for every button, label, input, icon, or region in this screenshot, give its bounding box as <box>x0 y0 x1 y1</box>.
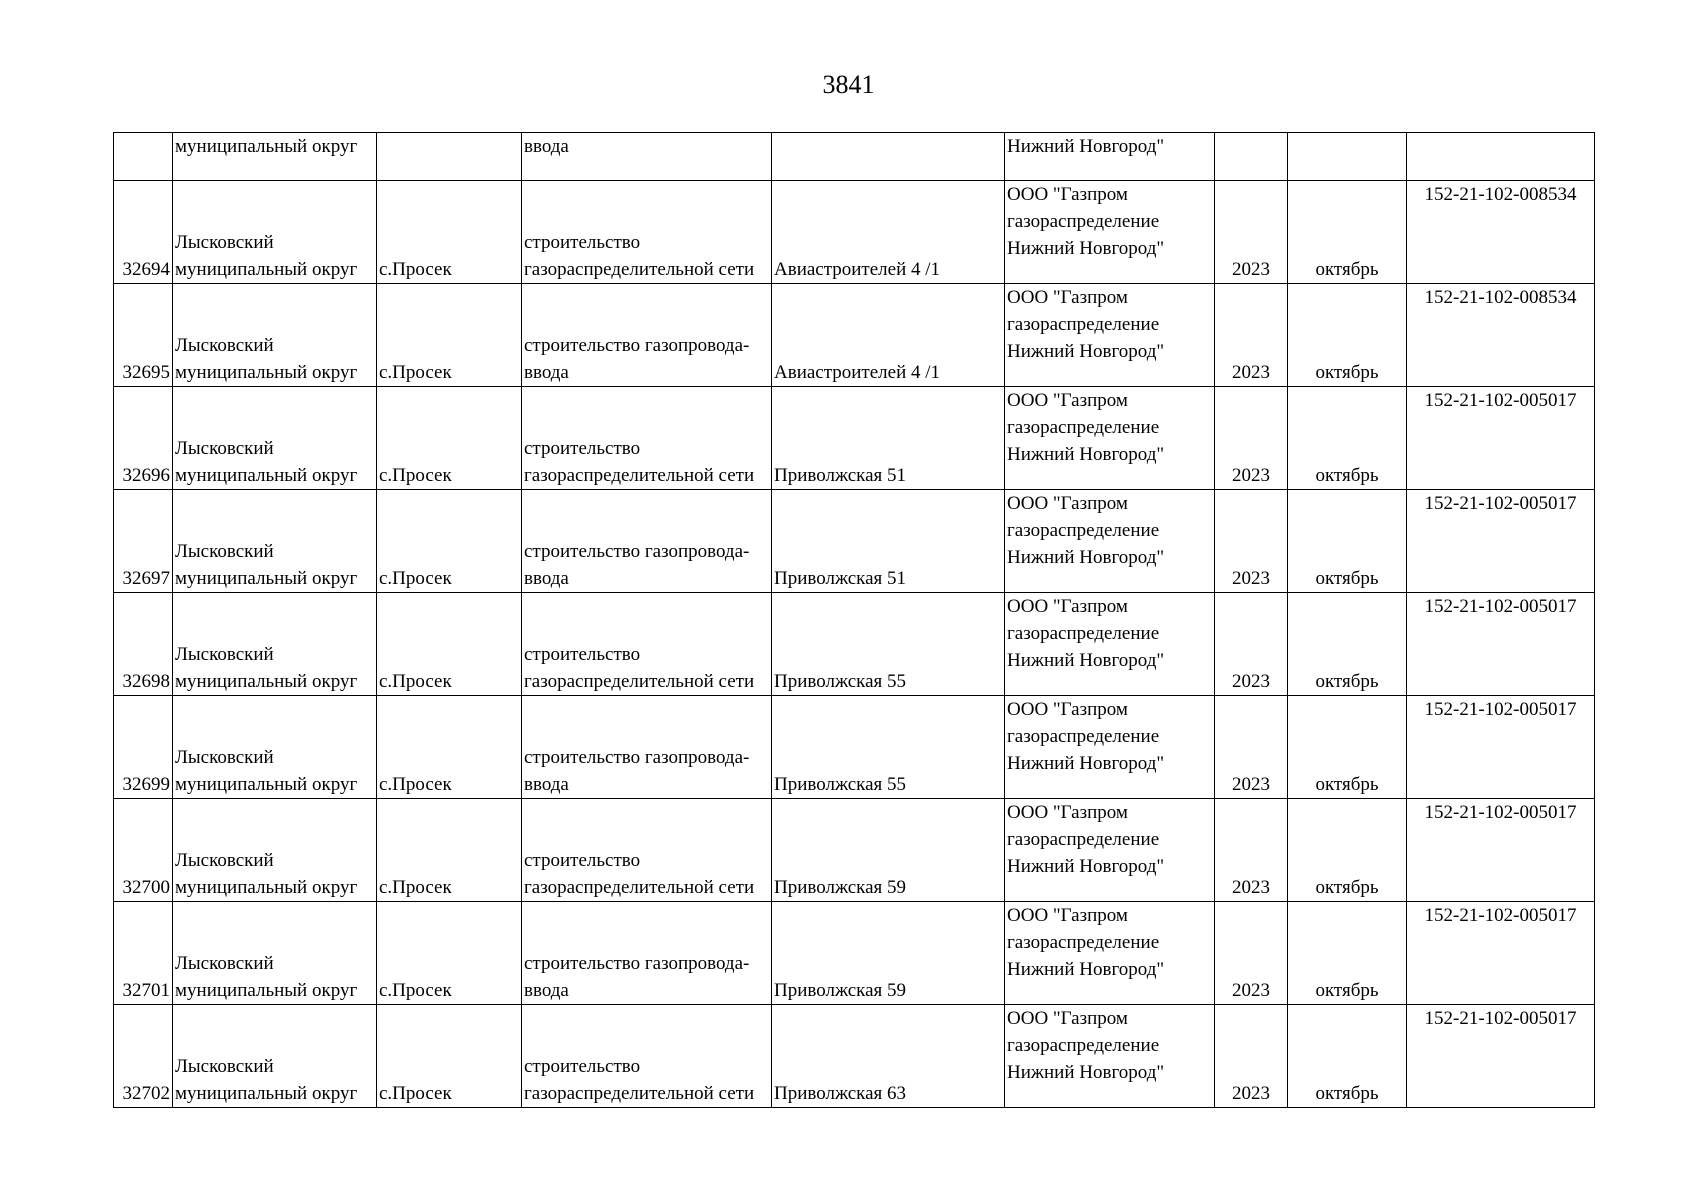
cell-organization <box>1005 799 1215 902</box>
work-line-1: строительство <box>524 850 641 871</box>
cell-work-type <box>522 284 772 387</box>
cell-month <box>1288 799 1407 902</box>
cell-settlement <box>377 284 522 387</box>
cell-value-settlement: с.Просек <box>379 671 452 692</box>
work-line-2: ввода <box>524 774 569 795</box>
cell-district <box>173 387 377 490</box>
cell-year <box>1215 133 1288 181</box>
table-row <box>114 696 1595 799</box>
org-line-2: газораспределение <box>1007 520 1160 541</box>
work-line-2: газораспределительной сети <box>524 465 755 486</box>
cell-code <box>1407 593 1595 696</box>
cell-organization <box>1005 1005 1215 1108</box>
cell-number <box>114 133 173 181</box>
cell-organization: Нижний Новгород" <box>1005 133 1215 181</box>
registry-body <box>114 133 1595 1108</box>
cell-code <box>1407 387 1595 490</box>
org-line-1: ООО "Газпром <box>1007 802 1128 823</box>
cell-value-address: Приволжская 63 <box>774 1083 907 1104</box>
cell-number <box>114 902 173 1005</box>
cell-value-code: 152-21-102-005017 <box>1424 493 1577 514</box>
district-line-2: муниципальный округ <box>175 671 358 692</box>
registry-table <box>113 132 1595 1108</box>
cell-value-code: 152-21-102-005017 <box>1424 1008 1577 1029</box>
cell-address <box>772 284 1005 387</box>
work-line-1: строительство газопровода- <box>524 747 750 768</box>
work-line-2: ввода <box>524 980 569 1001</box>
cell-value-year: 2023 <box>1232 568 1270 589</box>
work-line-2: газораспределительной сети <box>524 1083 755 1104</box>
cell-value-year: 2023 <box>1232 362 1270 383</box>
district-line-2: муниципальный округ <box>175 568 358 589</box>
org-line-3: Нижний Новгород" <box>1007 238 1165 259</box>
org-line-3: Нижний Новгород" <box>1007 444 1165 465</box>
cell-value-num: 32701 <box>122 980 170 1001</box>
cell-value-month: октябрь <box>1315 671 1379 692</box>
cell-settlement <box>377 799 522 902</box>
cell-settlement <box>377 387 522 490</box>
district-line-2: муниципальный округ <box>175 877 358 898</box>
district-line-2: муниципальный округ <box>175 774 358 795</box>
cell-settlement <box>377 696 522 799</box>
table-row <box>114 902 1595 1005</box>
cell-value-year: 2023 <box>1232 1083 1270 1104</box>
org-line-3: Нижний Новгород" <box>1007 650 1165 671</box>
cell-value-settlement: с.Просек <box>379 259 452 280</box>
cell-district <box>173 1005 377 1108</box>
cell-value-address: Приволжская 51 <box>774 465 907 486</box>
cell-settlement <box>377 133 522 181</box>
cell-code <box>1407 133 1595 181</box>
cell-value-code: 152-21-102-005017 <box>1424 390 1577 411</box>
work-line-1: строительство <box>524 438 641 459</box>
cell-value-month: октябрь <box>1315 568 1379 589</box>
cell-code <box>1407 284 1595 387</box>
district-line-2: муниципальный округ <box>175 259 358 280</box>
cell-address <box>772 696 1005 799</box>
cell-value-address: Авиастроителей 4 /1 <box>774 362 941 383</box>
cell-settlement <box>377 490 522 593</box>
org-line-3: Нижний Новгород" <box>1007 1062 1165 1083</box>
cell-address <box>772 902 1005 1005</box>
cell-settlement <box>377 181 522 284</box>
cell-address <box>772 387 1005 490</box>
org-line-1: ООО "Газпром <box>1007 905 1128 926</box>
district-line-1: Лысковский <box>175 541 274 562</box>
cell-number <box>114 1005 173 1108</box>
org-line-1: ООО "Газпром <box>1007 699 1128 720</box>
cell-value-num: 32702 <box>122 1083 170 1104</box>
cell-district <box>173 902 377 1005</box>
district-line-2: муниципальный округ <box>175 465 358 486</box>
cell-value-month: октябрь <box>1315 774 1379 795</box>
cell-address <box>772 1005 1005 1108</box>
cell-year <box>1215 181 1288 284</box>
work-line-1: строительство газопровода- <box>524 953 750 974</box>
table-row <box>114 490 1595 593</box>
cell-value-address: Приволжская 59 <box>774 877 907 898</box>
cell-month <box>1288 593 1407 696</box>
work-line-2: газораспределительной сети <box>524 671 755 692</box>
cell-code <box>1407 902 1595 1005</box>
org-line-1: ООО "Газпром <box>1007 596 1128 617</box>
org-line-2: газораспределение <box>1007 932 1160 953</box>
cell-value-code: 152-21-102-005017 <box>1424 596 1577 617</box>
cell-year <box>1215 1005 1288 1108</box>
table-row <box>114 799 1595 902</box>
cell-organization <box>1005 490 1215 593</box>
cell-district <box>173 284 377 387</box>
cell-district <box>173 799 377 902</box>
org-line-3: Нижний Новгород" <box>1007 856 1165 877</box>
cell-code <box>1407 181 1595 284</box>
cell-organization <box>1005 284 1215 387</box>
cell-value-month: октябрь <box>1315 877 1379 898</box>
cell-value-month: октябрь <box>1315 362 1379 383</box>
cell-month <box>1288 1005 1407 1108</box>
org-line-3: Нижний Новгород" <box>1007 959 1165 980</box>
org-line-1: ООО "Газпром <box>1007 493 1128 514</box>
cell-month <box>1288 696 1407 799</box>
work-line-1: строительство <box>524 232 641 253</box>
cell-number <box>114 181 173 284</box>
org-line-2: газораспределение <box>1007 417 1160 438</box>
org-line-2: газораспределение <box>1007 623 1160 644</box>
cell-month <box>1288 902 1407 1005</box>
district-line-1: Лысковский <box>175 232 274 253</box>
cell-value-year: 2023 <box>1232 980 1270 1001</box>
work-line-1: строительство газопровода- <box>524 541 750 562</box>
cell-address <box>772 799 1005 902</box>
cell-month <box>1288 490 1407 593</box>
cell-district <box>173 593 377 696</box>
cell-value-num: 32695 <box>122 362 170 383</box>
district-line-1: Лысковский <box>175 1056 274 1077</box>
cell-value-code: 152-21-102-005017 <box>1424 802 1577 823</box>
district-line-1: Лысковский <box>175 850 274 871</box>
cell-value-address: Авиастроителей 4 /1 <box>774 259 941 280</box>
work-line-2: газораспределительной сети <box>524 259 755 280</box>
cell-number <box>114 490 173 593</box>
cell-value-month: октябрь <box>1315 1083 1379 1104</box>
org-line-2: газораспределение <box>1007 829 1160 850</box>
cell-month <box>1288 387 1407 490</box>
district-line-1: Лысковский <box>175 335 274 356</box>
org-line-1: ООО "Газпром <box>1007 390 1128 411</box>
cell-code <box>1407 696 1595 799</box>
cell-value-code: 152-21-102-008534 <box>1424 287 1577 308</box>
org-line-2: газораспределение <box>1007 726 1160 747</box>
cell-value-code: 152-21-102-005017 <box>1424 699 1577 720</box>
table-row <box>114 1005 1595 1108</box>
cell-work-type: ввода <box>522 133 772 181</box>
work-line-1: строительство <box>524 644 641 665</box>
cell-value-code: 152-21-102-005017 <box>1424 905 1577 926</box>
cell-address <box>772 593 1005 696</box>
org-line-1: ООО "Газпром <box>1007 287 1128 308</box>
org-line-1: ООО "Газпром <box>1007 184 1128 205</box>
cell-year <box>1215 284 1288 387</box>
cell-value-settlement: с.Просек <box>379 568 452 589</box>
cell-value-month: октябрь <box>1315 980 1379 1001</box>
table-row <box>114 133 1595 181</box>
district-line-1: Лысковский <box>175 747 274 768</box>
cell-value-settlement: с.Просек <box>379 362 452 383</box>
table-row <box>114 284 1595 387</box>
district-line-2: муниципальный округ <box>175 980 358 1001</box>
cell-organization <box>1005 181 1215 284</box>
cell-year <box>1215 799 1288 902</box>
district-line-2: муниципальный округ <box>175 362 358 383</box>
cell-month <box>1288 284 1407 387</box>
table-row <box>114 593 1595 696</box>
work-line-1: строительство газопровода- <box>524 335 750 356</box>
cell-value-year: 2023 <box>1232 671 1270 692</box>
work-line-2: ввода <box>524 568 569 589</box>
cell-value-year: 2023 <box>1232 774 1270 795</box>
cell-value-num: 32700 <box>122 877 170 898</box>
table-row <box>114 387 1595 490</box>
cell-district <box>173 181 377 284</box>
cell-value-num: 32696 <box>122 465 170 486</box>
cell-number <box>114 696 173 799</box>
cell-work-type <box>522 593 772 696</box>
cell-work-type <box>522 181 772 284</box>
work-line-2: ввода <box>524 362 569 383</box>
cell-value-month: октябрь <box>1315 259 1379 280</box>
cell-district <box>173 696 377 799</box>
cell-address <box>772 181 1005 284</box>
cell-work-type <box>522 696 772 799</box>
cell-value-year: 2023 <box>1232 259 1270 280</box>
cell-number <box>114 284 173 387</box>
cell-settlement <box>377 1005 522 1108</box>
cell-organization <box>1005 902 1215 1005</box>
district-line-2: муниципальный округ <box>175 1083 358 1104</box>
district-line-1: Лысковский <box>175 953 274 974</box>
cell-value-settlement: с.Просек <box>379 980 452 1001</box>
cell-month <box>1288 181 1407 284</box>
work-line-1: строительство <box>524 1056 641 1077</box>
cell-address <box>772 490 1005 593</box>
cell-value-num: 32699 <box>122 774 170 795</box>
cell-value-num: 32698 <box>122 671 170 692</box>
org-line-1: ООО "Газпром <box>1007 1008 1128 1029</box>
cell-value-address: Приволжская 51 <box>774 568 907 589</box>
cell-year <box>1215 696 1288 799</box>
cell-value-code: 152-21-102-008534 <box>1424 184 1577 205</box>
cell-value-settlement: с.Просек <box>379 465 452 486</box>
page-number: 3841 <box>822 70 875 99</box>
cell-organization <box>1005 387 1215 490</box>
org-line-3: Нижний Новгород" <box>1007 341 1165 362</box>
cell-year <box>1215 593 1288 696</box>
cell-value-address: Приволжская 55 <box>774 671 907 692</box>
cell-code <box>1407 799 1595 902</box>
table-row <box>114 181 1595 284</box>
org-line-2: газораспределение <box>1007 211 1160 232</box>
cell-value-address: Приволжская 59 <box>774 980 907 1001</box>
cell-district: муниципальный округ <box>173 133 377 181</box>
cell-settlement <box>377 902 522 1005</box>
cell-address <box>772 133 1005 181</box>
cell-work-type <box>522 902 772 1005</box>
cell-district <box>173 490 377 593</box>
cell-value-month: октябрь <box>1315 465 1379 486</box>
cell-value-address: Приволжская 55 <box>774 774 907 795</box>
cell-code <box>1407 1005 1595 1108</box>
cell-code <box>1407 490 1595 593</box>
cell-month <box>1288 133 1407 181</box>
cell-value-num: 32697 <box>122 568 170 589</box>
cell-work-type <box>522 490 772 593</box>
org-line-3: Нижний Новгород" <box>1007 547 1165 568</box>
cell-year <box>1215 387 1288 490</box>
cell-value-settlement: с.Просек <box>379 774 452 795</box>
cell-organization <box>1005 593 1215 696</box>
cell-value-settlement: с.Просек <box>379 877 452 898</box>
org-line-2: газораспределение <box>1007 314 1160 335</box>
org-line-3: Нижний Новгород" <box>1007 753 1165 774</box>
cell-number <box>114 593 173 696</box>
cell-value-settlement: с.Просек <box>379 1083 452 1104</box>
cell-value-year: 2023 <box>1232 877 1270 898</box>
cell-work-type <box>522 1005 772 1108</box>
cell-work-type <box>522 387 772 490</box>
cell-value-num: 32694 <box>122 259 170 280</box>
district-line-1: Лысковский <box>175 438 274 459</box>
cell-year <box>1215 902 1288 1005</box>
cell-number <box>114 799 173 902</box>
district-line-1: Лысковский <box>175 644 274 665</box>
cell-number <box>114 387 173 490</box>
cell-year <box>1215 490 1288 593</box>
work-line-2: газораспределительной сети <box>524 877 755 898</box>
cell-work-type <box>522 799 772 902</box>
cell-value-year: 2023 <box>1232 465 1270 486</box>
cell-organization <box>1005 696 1215 799</box>
org-line-2: газораспределение <box>1007 1035 1160 1056</box>
cell-settlement <box>377 593 522 696</box>
